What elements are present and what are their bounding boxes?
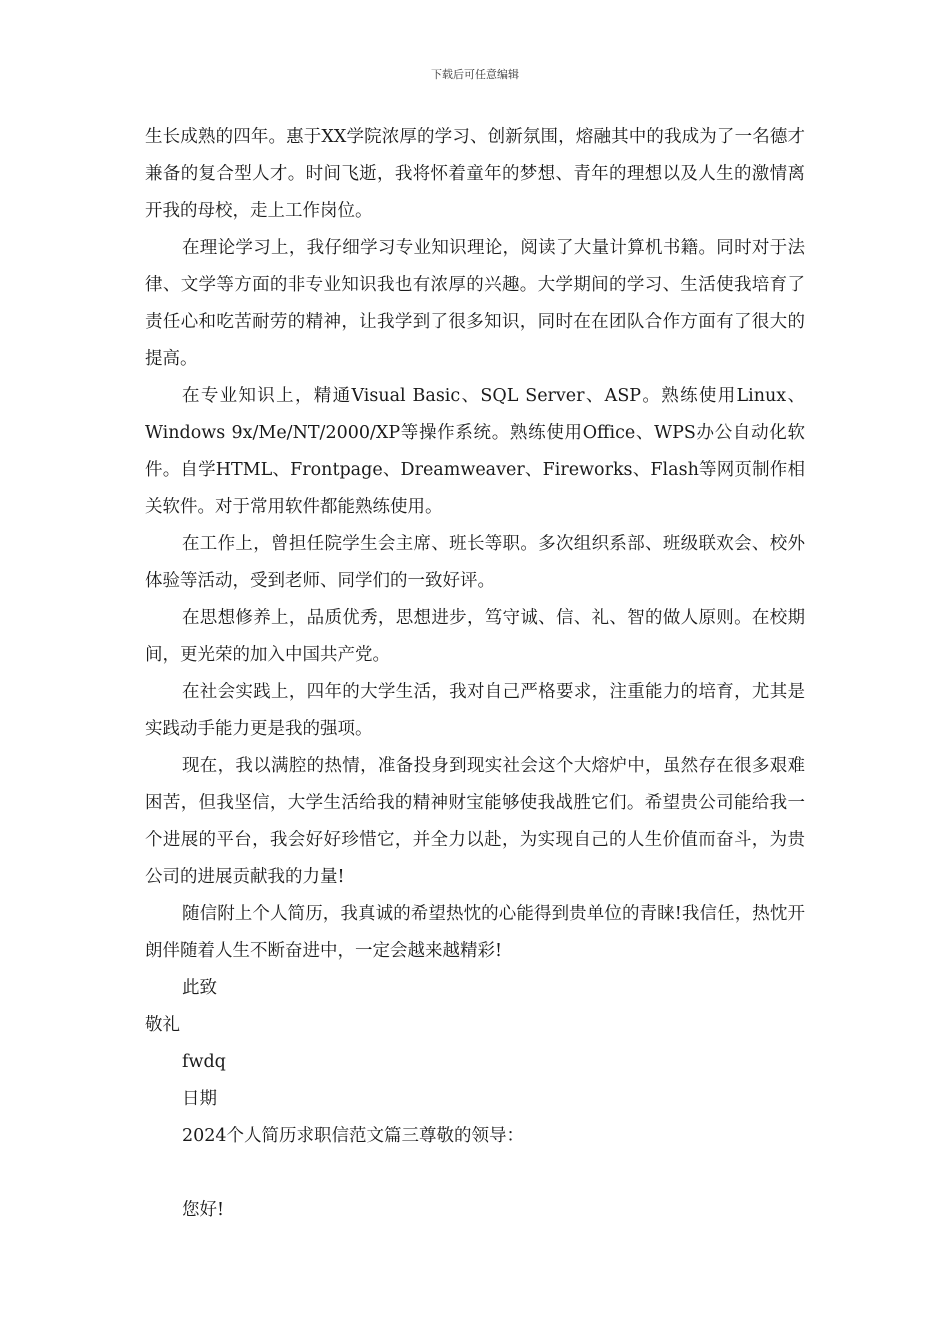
paragraph-attached-resume: 随信附上个人简历，我真诚的希望热忱的心能得到贵单位的青睐!我信任，热忱开朗伴随着人生不断奋进中，一定会越来越精彩! <box>145 904 805 961</box>
paragraph-now: 现在，我以满腔的热情，准备投身到现实社会这个大熔炉中，虽然存在很多艰难困苦，但我坚信，大学生活给我的精神财宝能够使我战胜它们。希望贵公司能给我一个进展的平台，我会好好珍惜它，并全力以赴，为实现自己的人生价值而奋斗，为贵公司的进展贡献我的力量! <box>145 756 805 887</box>
next-letter-title: 2024个人简历求职信范文篇三尊敬的领导： <box>182 1126 525 1146</box>
paragraph-theory-study: 在理论学习上，我仔细学习专业知识理论，阅读了大量计算机书籍。同时对于法律、文学等方面的非专业知识我也有浓厚的兴趣。大学期间的学习、生活使我培育了责任心和吃苦耐劳的精神，让我学到了很多知识，同时在在团队合作方面有了很大的提高。 <box>145 238 805 369</box>
paragraph-intro: 生长成熟的四年。惠于XX学院浓厚的学习、创新氛围，熔融其中的我成为了一名德才兼备的复合型人才。时间飞逝，我将怀着童年的梦想、青年的理想以及人生的激情离开我的母校，走上工作岗位。 <box>145 127 805 221</box>
paragraph-work: 在工作上，曾担任院学生会主席、班长等职。多次组织系部、班级联欢会、校外体验等活动，受到老师、同学们的一致好评。 <box>145 534 805 591</box>
signature-date: 日期 <box>182 1089 217 1109</box>
closing-jing-li: 敬礼 <box>145 1015 180 1035</box>
greeting: 您好! <box>182 1200 225 1220</box>
paragraph-professional-skills: 在专业知识上，精通Visual Basic、SQL Server、ASP。熟练使用Linux、Windows 9x/Me/NT/2000/XP等操作系统。熟练使用Office、WPS办公自动化软件。自学HTML、Frontpage、Dreamweaver、Fireworks、Flash等网页制作相关软件。对于常用软件都能熟练使用。 <box>145 386 805 517</box>
paragraph-ideology: 在思想修养上，品质优秀，思想进步，笃守诚、信、礼、智的做人原则。在校期间，更光荣的加入中国共产党。 <box>145 608 805 665</box>
closing-ci-zhi: 此致 <box>182 978 217 998</box>
blank-line <box>145 1155 805 1192</box>
signature-name: fwdq <box>182 1052 226 1072</box>
paragraph-practice: 在社会实践上，四年的大学生活，我对自己严格要求，注重能力的培育，尤其是实践动手能力更是我的强项。 <box>145 682 805 739</box>
page-header: 下载后可任意编辑 <box>431 68 519 81</box>
letter-body <box>145 119 805 1229</box>
